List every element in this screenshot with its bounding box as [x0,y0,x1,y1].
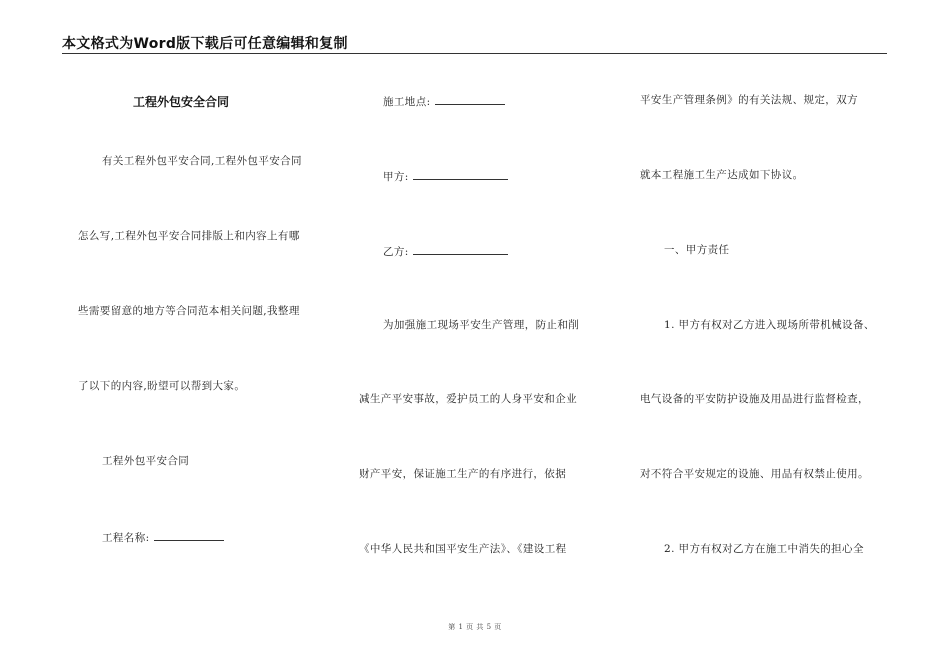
col2-line-3: 财产平安，保证施工生产的有序进行，依据 [359,468,567,480]
page-number: 第 1 页 共 5 页 [448,623,502,631]
site-location-blank [435,93,505,105]
party-a-label: 甲方: [383,171,409,183]
party-b-field [383,243,508,259]
col3-line-2: 就本工程施工生产达成如下协议。 [640,169,804,181]
col3-line-1: 平安生产管理条例》的有关法规、规定，双方 [640,94,858,106]
col3-line-4: 1. 甲方有权对乙方进入现场所带机械设备、 [664,319,875,331]
col2-line-4: 《中华人民共和国平安生产法》、《建设工程 [359,543,567,555]
col2-line-1: 为加强施工现场平安生产管理，防止和削 [383,319,580,331]
col1-line-5: 工程外包平安合同 [102,455,190,467]
party-b-label: 乙方: [383,246,409,258]
col1-line-2: 怎么写,工程外包平安合同排版上和内容上有哪 [78,230,300,242]
project-name-field [102,529,224,545]
col3-line-7: 2. 甲方有权对乙方在施工中消失的担心全 [664,543,864,555]
project-name-label: 工程名称: [102,532,150,544]
col1-line-1: 有关工程外包平安合同,工程外包平安合同 [102,155,302,167]
party-a-field [383,168,508,184]
site-location-field [383,93,505,109]
document-title: 工程外包安全合同 [133,95,230,109]
col1-line-3: 些需要留意的地方等合同范本相关问题,我整理 [78,305,300,317]
col2-line-2: 减生产平安事故，爱护员工的人身平安和企业 [359,393,577,405]
col3-line-5: 电气设备的平安防护设施及用品进行监督检查， [640,393,869,405]
col3-line-6: 对不符合平安规定的设施、用品有权禁止使用。 [640,468,869,480]
document-header: 本文格式为Word版下载后可任意编辑和复制 [62,36,348,52]
header-rule [62,53,887,54]
section-heading-party-a: 一、甲方责任 [664,244,730,256]
project-name-blank [154,529,224,541]
party-b-blank [413,243,508,255]
site-location-label: 施工地点: [383,96,431,108]
party-a-blank [413,168,508,180]
col1-line-4: 了以下的内容,盼望可以帮到大家。 [78,380,246,392]
